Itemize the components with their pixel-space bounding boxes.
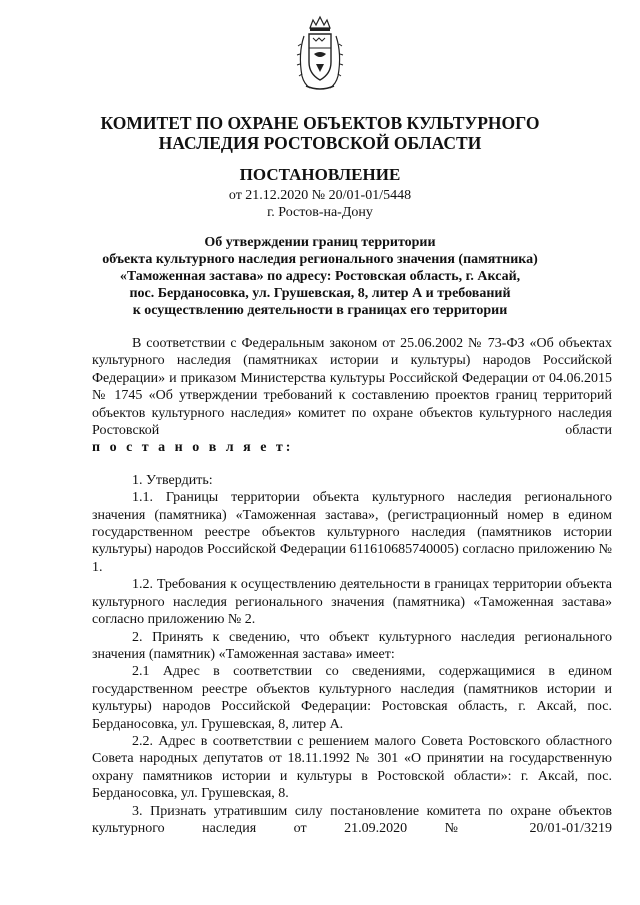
- document-place: г. Ростов-на-Дону: [267, 205, 373, 220]
- subject-line4: пос. Берданосовка, ул. Грушевская, 8, литер А и требований: [129, 286, 511, 301]
- paragraph-1-1: 1.1. Границы территории объекта культурного наследия регионального значения (памятника) «Таможенная застава», (регистрационный номер в едином государственном реестре объектов культурного наследия (памятников истории культуры) народов Российской Федерации 611610685740005) согласно приложению № 1.: [92, 490, 612, 575]
- document-type: ПОСТАНОВЛЕНИЕ: [239, 165, 401, 184]
- paragraph-2: 2. Принять к сведению, что объект культурного наследия регионального значения (памятник) «Таможенная застава» имеет:: [92, 629, 612, 662]
- subject-line2: объекта культурного наследия регионального значения (памятника): [102, 252, 538, 267]
- preamble-paragraph: В соответствии с Федеральным законом от 25.06.2002 № 73-ФЗ «Об объектах культурного наследия (памятниках истории и культуры) народов Российской Федерации» и приказом Министерства культуры Российской Федерации от 04.06.2015 № 1745 «Об утверждении требований к составлению проектов границ территорий объектов культурного наследия» комитет по охране объектов культурного наследия Ростовской области: [92, 336, 612, 439]
- document-date-number: от 21.12.2020 № 20/01-01/5448: [228, 188, 412, 203]
- paragraph-2-2: 2.2. Адрес в соответствии с решением малого Совета Ростовского областного Совета народных депутатов от 18.11.1992 № 301 «О принятии на государственную охрану памятников истории и культуры в Ростовской области»: г. Аксай, пос. Берданосовка, ул. Грушевская, 8.: [92, 733, 612, 802]
- paragraph-gap: [92, 457, 612, 472]
- organization-name-line1: КОМИТЕТ ПО ОХРАНЕ ОБЪЕКТОВ КУЛЬТУРНОГО: [100, 113, 540, 133]
- decree-word: п о с т а н о в л я е т:: [92, 440, 294, 456]
- organization-name-line2: НАСЛЕДИЯ РОСТОВСКОЙ ОБЛАСТИ: [158, 133, 482, 153]
- paragraph-1: 1. Утвердить:: [132, 472, 213, 488]
- document-subject: [60, 234, 580, 319]
- paragraph-1-2: 1.2. Требования к осуществлению деятельности в границах территории объекта культурного наследия регионального значения (памятника) «Таможенная застава» согласно приложению № 2.: [92, 577, 612, 628]
- paragraph-3: 3. Признать утратившим силу постановление комитета по охране объектов культурного наследия от 21.09.2020 № 20/01-01/3219: [92, 803, 612, 836]
- organization-name: [40, 113, 600, 153]
- paragraph-2-1: 2.1 Адрес в соответствии со сведениями, содержащимися в едином государственном реестре объектов культурного наследия (памятников истории и культуры) народов Российской Федерации: Ростовская область, г. Аксай, пос. Берданосовка, ул. Грушевская, 8, литер А.: [92, 664, 612, 732]
- coat-of-arms-icon: [294, 14, 346, 94]
- subject-line5: к осуществлению деятельности в границах его территории: [132, 303, 508, 318]
- subject-line3: «Таможенная застава» по адресу: Ростовская область, г. Аксай,: [119, 269, 521, 284]
- subject-line1: Об утверждении границ территории: [204, 235, 436, 250]
- document-body: [92, 335, 612, 837]
- document-meta: [40, 187, 600, 221]
